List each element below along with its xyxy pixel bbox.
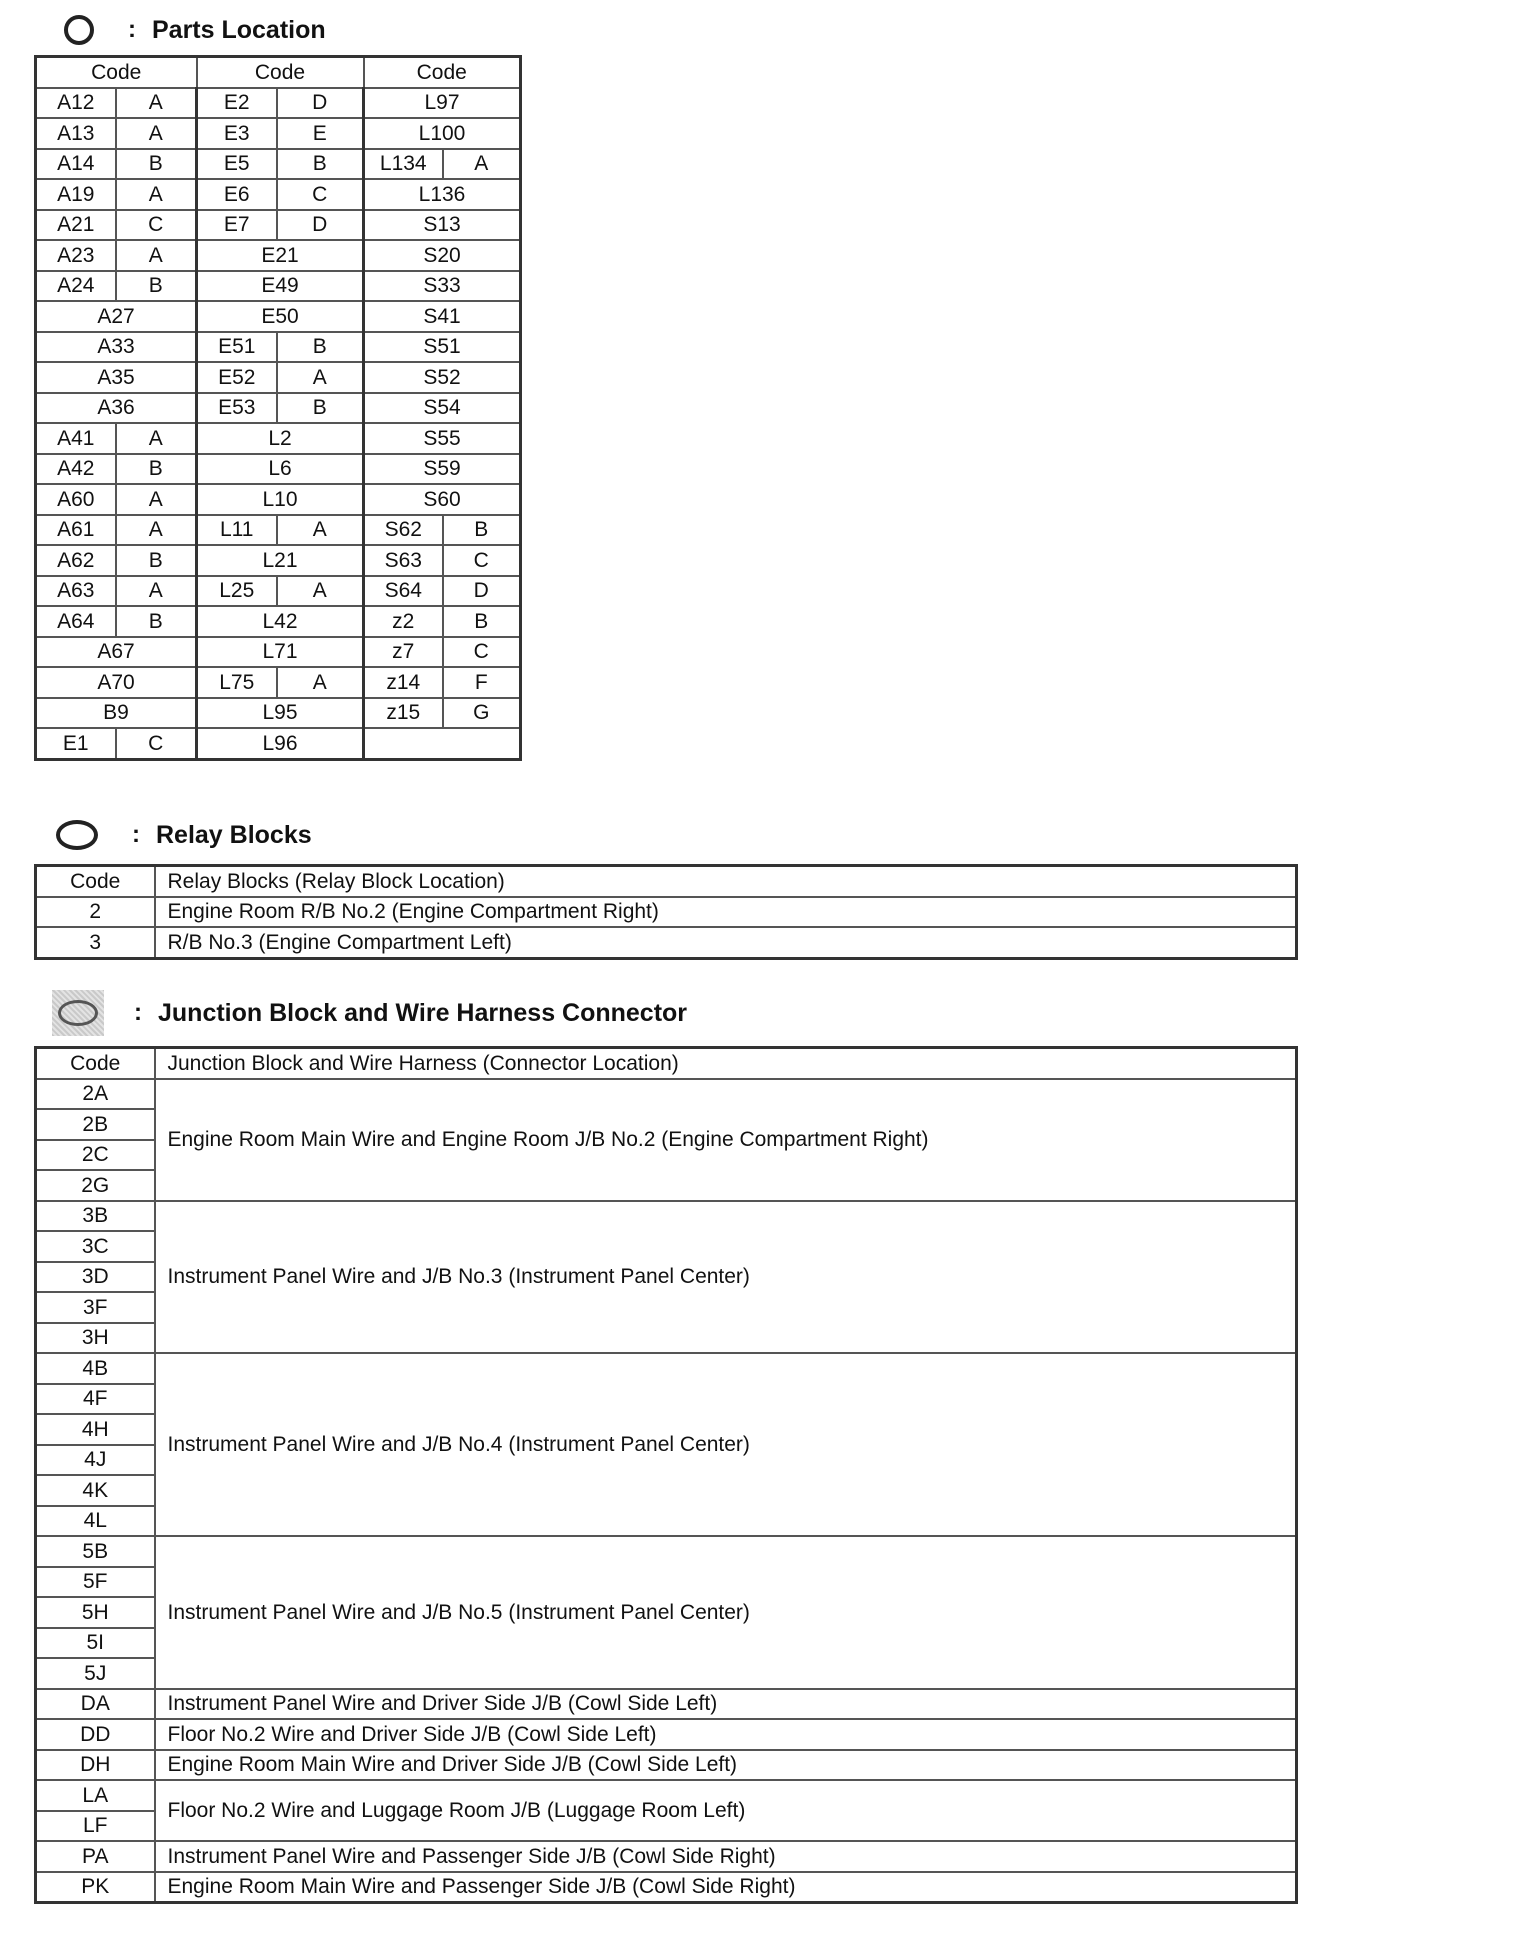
junction-row [36,1750,1297,1781]
junction-description-cell: Instrument Panel Wire and J/B No.4 (Instrument Panel Center) [155,1353,1297,1536]
part-location-cell: C [116,210,197,241]
part-code-cell: L97 [364,88,521,119]
part-code-cell [364,728,521,759]
junction-description-cell: Engine Room Main Wire and Driver Side J/B (Cowl Side Left) [155,1750,1297,1781]
part-code-cell: A21 [36,210,116,241]
part-location-cell: B [443,515,521,546]
part-location-cell: A [277,362,364,393]
parts-row [36,362,521,393]
junction-code-cell: 2A [36,1079,155,1110]
parts-row [36,423,521,454]
junction-code-cell: 5H [36,1597,155,1628]
parts-row [36,484,521,515]
junction-code-cell: 5B [36,1536,155,1567]
part-code-cell: L42 [197,606,364,637]
part-location-cell: B [116,606,197,637]
part-code-cell: S55 [364,423,521,454]
code-header: Code [36,57,197,88]
parts-row [36,698,521,729]
parts-row [36,88,521,119]
part-code-cell: L75 [197,667,277,698]
part-code-cell: S64 [364,576,443,607]
part-code-cell: A42 [36,454,116,485]
part-code-cell: L11 [197,515,277,546]
part-code-cell: L2 [197,423,364,454]
part-location-cell: A [116,240,197,271]
parts-row [36,210,521,241]
part-location-cell: C [443,637,521,668]
parts-row [36,240,521,271]
description-header: Relay Blocks (Relay Block Location) [155,866,1297,897]
part-code-cell: A19 [36,179,116,210]
junction-description-cell: Instrument Panel Wire and Passenger Side J/B (Cowl Side Right) [155,1841,1297,1872]
junction-code-cell: 4J [36,1445,155,1476]
part-code-cell: S20 [364,240,521,271]
circle-symbol-icon [64,15,94,45]
junction-code-cell: 4B [36,1353,155,1384]
parts-row [36,454,521,485]
part-location-cell: F [443,667,521,698]
code-header: Code [36,866,155,897]
part-code-cell: A70 [36,667,197,698]
part-location-cell: C [277,179,364,210]
junction-code-cell: DH [36,1750,155,1781]
parts-row [36,606,521,637]
junction-code-cell: 3D [36,1262,155,1293]
part-location-cell: B [277,332,364,363]
parts-row [36,576,521,607]
part-location-cell: B [116,271,197,302]
part-code-cell: A41 [36,423,116,454]
part-code-cell: z14 [364,667,443,698]
parts-row [36,545,521,576]
part-location-cell: D [277,88,364,119]
part-code-cell: E5 [197,149,277,180]
part-code-cell: E50 [197,301,364,332]
shaded-oval-symbol-icon [52,990,104,1036]
parts-row [36,728,521,759]
code-header: Code [36,1048,155,1079]
part-code-cell: z2 [364,606,443,637]
code-header: Code [364,57,521,88]
part-code-cell: E3 [197,118,277,149]
part-code-cell: A63 [36,576,116,607]
oval-symbol-icon [56,820,98,850]
junction-code-cell: PA [36,1841,155,1872]
parts-row [36,118,521,149]
part-code-cell: L71 [197,637,364,668]
junction-row [36,1201,1297,1232]
part-code-cell: L21 [197,545,364,576]
part-location-cell: A [116,515,197,546]
part-location-cell: A [116,88,197,119]
junction-row [36,1719,1297,1750]
parts-row [36,667,521,698]
parts-row [36,179,521,210]
parts-location-heading [56,10,326,50]
relay-row [36,897,1297,928]
part-location-cell: A [277,515,364,546]
part-location-cell: C [443,545,521,576]
parts-header-row [36,57,521,88]
part-code-cell: S52 [364,362,521,393]
part-code-cell: L136 [364,179,521,210]
part-code-cell: L100 [364,118,521,149]
part-code-cell: A64 [36,606,116,637]
junction-row [36,1536,1297,1567]
part-location-cell: C [116,728,197,759]
parts-location-title: Parts Location [152,15,326,44]
part-code-cell: L6 [197,454,364,485]
part-code-cell: A24 [36,271,116,302]
part-code-cell: S51 [364,332,521,363]
part-code-cell: S33 [364,271,521,302]
heading-colon: : [132,821,140,848]
part-code-cell: S62 [364,515,443,546]
part-location-cell: B [116,545,197,576]
junction-code-cell: 4L [36,1506,155,1537]
part-code-cell: A61 [36,515,116,546]
relay-header-row [36,866,1297,897]
part-location-cell: D [277,210,364,241]
heading-colon: : [134,999,142,1026]
relay-code-cell: 2 [36,897,155,928]
junction-description-cell: Floor No.2 Wire and Luggage Room J/B (Luggage Room Left) [155,1780,1297,1841]
junction-row [36,1353,1297,1384]
part-code-cell: E51 [197,332,277,363]
part-code-cell: A23 [36,240,116,271]
part-code-cell: E53 [197,393,277,424]
part-location-cell: A [116,423,197,454]
part-code-cell: A13 [36,118,116,149]
part-code-cell: S59 [364,454,521,485]
parts-row [36,149,521,180]
part-code-cell: S63 [364,545,443,576]
part-location-cell: B [277,149,364,180]
junction-blocks-heading [56,993,687,1033]
junction-row [36,1841,1297,1872]
part-code-cell: A14 [36,149,116,180]
part-code-cell: A60 [36,484,116,515]
junction-description-cell: Instrument Panel Wire and Driver Side J/B (Cowl Side Left) [155,1689,1297,1720]
junction-description-cell: Floor No.2 Wire and Driver Side J/B (Cowl Side Left) [155,1719,1297,1750]
junction-row [36,1079,1297,1110]
part-code-cell: E52 [197,362,277,393]
junction-code-cell: 5J [36,1658,155,1689]
part-location-cell: A [277,576,364,607]
part-code-cell: L25 [197,576,277,607]
part-location-cell: B [277,393,364,424]
part-location-cell: A [116,576,197,607]
junction-code-cell: DA [36,1689,155,1720]
part-code-cell: z15 [364,698,443,729]
part-code-cell: A62 [36,545,116,576]
junction-code-cell: 4K [36,1475,155,1506]
part-code-cell: z7 [364,637,443,668]
part-code-cell: A12 [36,88,116,119]
junction-code-cell: 2G [36,1170,155,1201]
part-code-cell: L96 [197,728,364,759]
junction-code-cell: DD [36,1719,155,1750]
part-code-cell: E49 [197,271,364,302]
part-location-cell: A [116,484,197,515]
relay-description-cell: Engine Room R/B No.2 (Engine Compartment Right) [155,897,1297,928]
parts-row [36,393,521,424]
junction-description-cell: Engine Room Main Wire and Engine Room J/B No.2 (Engine Compartment Right) [155,1079,1297,1201]
parts-row [36,301,521,332]
part-code-cell: S41 [364,301,521,332]
part-code-cell: S54 [364,393,521,424]
junction-code-cell: 3F [36,1292,155,1323]
junction-blocks-title: Junction Block and Wire Harness Connector [158,998,688,1027]
part-location-cell: A [116,118,197,149]
junction-row [36,1780,1297,1811]
part-code-cell: A33 [36,332,197,363]
junction-row [36,1872,1297,1903]
junction-code-cell: 3B [36,1201,155,1232]
part-location-cell: G [443,698,521,729]
relay-blocks-heading [56,815,312,855]
description-header: Junction Block and Wire Harness (Connector Location) [155,1048,1297,1079]
relay-code-cell: 3 [36,927,155,958]
junction-code-cell: 5I [36,1628,155,1659]
heading-colon: : [128,16,136,43]
part-code-cell: E2 [197,88,277,119]
relay-blocks-title: Relay Blocks [156,820,312,849]
code-header: Code [197,57,364,88]
junction-code-cell: 4H [36,1414,155,1445]
parts-row [36,637,521,668]
part-code-cell: L10 [197,484,364,515]
part-location-cell: A [277,667,364,698]
part-location-cell: A [443,149,521,180]
junction-description-cell: Instrument Panel Wire and J/B No.5 (Instrument Panel Center) [155,1536,1297,1689]
junction-code-cell: 2B [36,1109,155,1140]
part-location-cell: E [277,118,364,149]
junction-code-cell: LA [36,1780,155,1811]
junction-code-cell: 3C [36,1231,155,1262]
part-code-cell: E1 [36,728,116,759]
junction-code-cell: LF [36,1811,155,1842]
junction-description-cell: Engine Room Main Wire and Passenger Side J/B (Cowl Side Right) [155,1872,1297,1903]
part-location-cell: B [116,149,197,180]
part-code-cell: E21 [197,240,364,271]
relay-blocks-table [34,864,1298,960]
part-code-cell: L95 [197,698,364,729]
junction-blocks-table [34,1046,1298,1904]
part-code-cell: S13 [364,210,521,241]
part-code-cell: A67 [36,637,197,668]
relay-description-cell: R/B No.3 (Engine Compartment Left) [155,927,1297,958]
junction-code-cell: PK [36,1872,155,1903]
part-code-cell: L134 [364,149,443,180]
junction-code-cell: 3H [36,1323,155,1354]
part-code-cell: A35 [36,362,197,393]
parts-row [36,332,521,363]
part-code-cell: E6 [197,179,277,210]
part-code-cell: A27 [36,301,197,332]
part-code-cell: A36 [36,393,197,424]
part-location-cell: A [116,179,197,210]
junction-code-cell: 4F [36,1384,155,1415]
relay-row [36,927,1297,958]
part-location-cell: B [443,606,521,637]
parts-location-table [34,55,522,761]
parts-row [36,515,521,546]
part-code-cell: E7 [197,210,277,241]
junction-row [36,1689,1297,1720]
part-location-cell: D [443,576,521,607]
junction-header-row [36,1048,1297,1079]
part-code-cell: B9 [36,698,197,729]
junction-description-cell: Instrument Panel Wire and J/B No.3 (Instrument Panel Center) [155,1201,1297,1354]
parts-row [36,271,521,302]
part-location-cell: B [116,454,197,485]
junction-code-cell: 5F [36,1567,155,1598]
part-code-cell: S60 [364,484,521,515]
junction-code-cell: 2C [36,1140,155,1171]
